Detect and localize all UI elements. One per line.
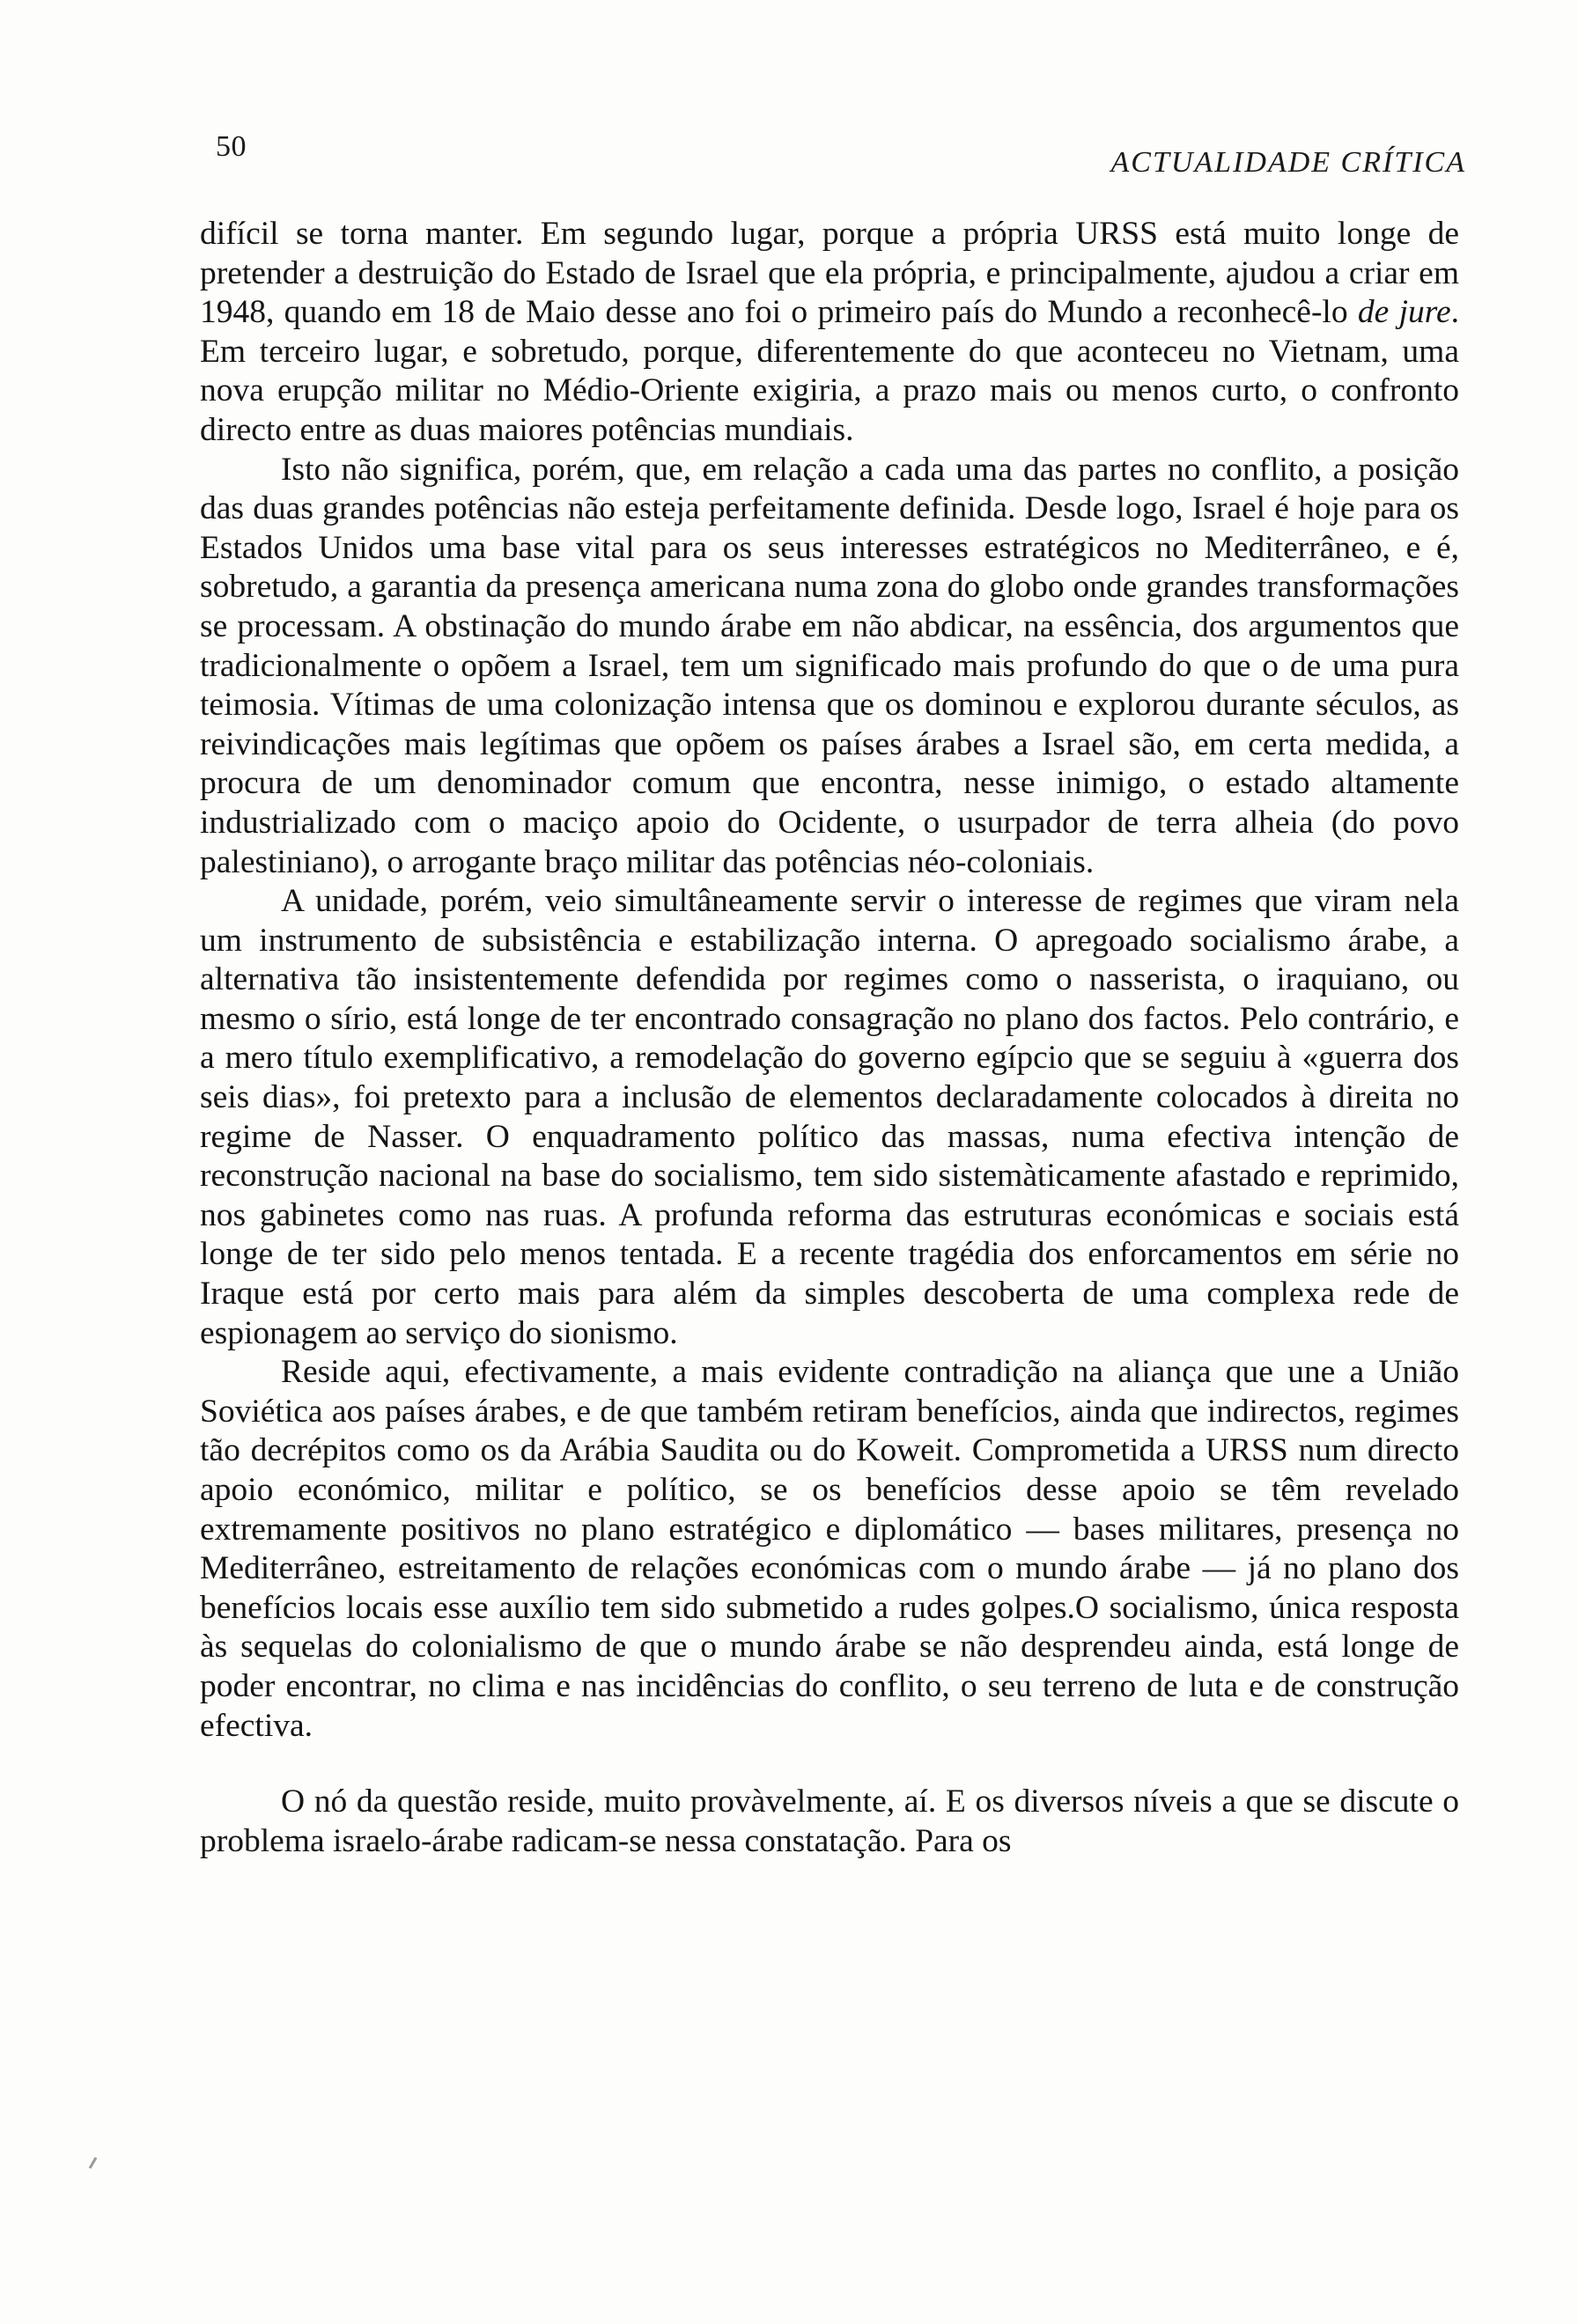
paragraph-2: Isto não significa, porém, que, em relação a cada uma das partes no conflito, a posição das duas grandes potências não esteja perfeitamente definida. Desde logo, Israel é hoje para os Estados Unidos uma base vital para os seus interesses estratégicos no Mediterrâneo, e é, sobretudo, a garantia da presença americana numa zona do globo onde grandes transformações se processam. A obstinação do mundo árabe em não abdicar, na essência, dos argumentos que tradicionalmente o opõem a Israel, tem um significado mais profundo do que o de uma pura teimosia. Vítimas de uma colonização intensa que os dominou e explorou durante séculos, as reivindicações mais legítimas que opõem os países árabes a Israel são, em certa medida, a procura de um denominador comum que encontra, nesse inimigo, o estado altamente industrializado com o maciço apoio do Ocidente, o usurpador de terra alheia (do povo palestiniano), o arrogante braço militar das potências néo-coloniais. xyxy=(200,451,1459,880)
page-number: 50 xyxy=(216,130,247,163)
page-header xyxy=(216,130,1466,183)
body-text xyxy=(200,215,1459,1861)
paragraph-1 xyxy=(200,215,1459,451)
paragraph-1-text-a: difícil se torna manter. Em segundo lugar, porque a própria URSS está muito longe de pretender a destruição do Estado de Israel que ela própria, e principalmente, ajudou a criar em 1948, quando em 18 de Maio desse ano foi o primeiro país do Mundo a reconhecê-lo xyxy=(200,216,1459,331)
paragraph-3: A unidade, porém, veio simultâneamente servir o interesse de regimes que viram nela um instrumento de subsistência e estabilização interna. O apregoado socialismo árabe, a alternativa tão insistentemente defendida por regimes como o nasserista, o iraquiano, ou mesmo o sírio, está longe de ter encontrado consagração no plano dos factos. Pelo contrário, e a mero título exemplificativo, a remodelação do governo egípcio que se seguiu à «guerra dos seis dias», foi pretexto para a inclusão de elementos declaradamente colocados à direita no regime de Nasser. O enquadramento político das massas, numa efectiva intenção de reconstrução nacional na base do socialismo, tem sido sistemàticamente afastado e reprimido, nos gabinetes como nas ruas. A profunda reforma das estruturas económicas e sociais está longe de ter sido pelo menos tentada. E a recente tragédia dos enforcamentos em série no Iraque está por certo mais para além da simples descoberta de uma complexa rede de espionagem ao serviço do sionismo. xyxy=(200,883,1459,1351)
paragraph-4: Reside aqui, efectivamente, a mais evidente contradição na aliança que une a União Soviética aos países árabes, e de que também retiram benefícios, ainda que indirectos, regimes tão decrépitos como os da Arábia Saudita ou do Koweit. Comprometida a URSS num directo apoio económico, militar e político, se os benefícios desse apoio se têm revelado extremamente positivos no plano estratégico e diplomático — bases militares, presença no Mediterrâneo, estreitamento de relações económicas com o mundo árabe — já no plano dos benefícios locais esse auxílio tem sido submetido a rudes golpes.O socialismo, única resposta às sequelas do colonialismo de que o mundo árabe se não desprendeu ainda, está longe de poder encontrar, no clima e nas incidências do conflito, o seu terreno de luta e de construção efectiva. xyxy=(200,1354,1459,1744)
paragraph-1-italic: de jure xyxy=(1357,294,1451,331)
paragraph-5: O nó da questão reside, muito provàvelmente, aí. E os diversos níveis a que se discute o problema israelo-árabe radicam-se nessa constatação. Para os xyxy=(200,1783,1459,1859)
running-head: ACTUALIDADE CRÍTICA xyxy=(1110,146,1466,179)
paragraph-1-text-b: . Em terceiro lugar, e sobretudo, porque, diferentemente do que aconteceu no Vietnam, uma nova erupção militar no Médio-Oriente exigiria, a prazo mais ou menos curto, o confronto directo entre as duas maiores potências mundiais. xyxy=(200,294,1459,448)
margin-pencil-mark xyxy=(89,2157,98,2169)
